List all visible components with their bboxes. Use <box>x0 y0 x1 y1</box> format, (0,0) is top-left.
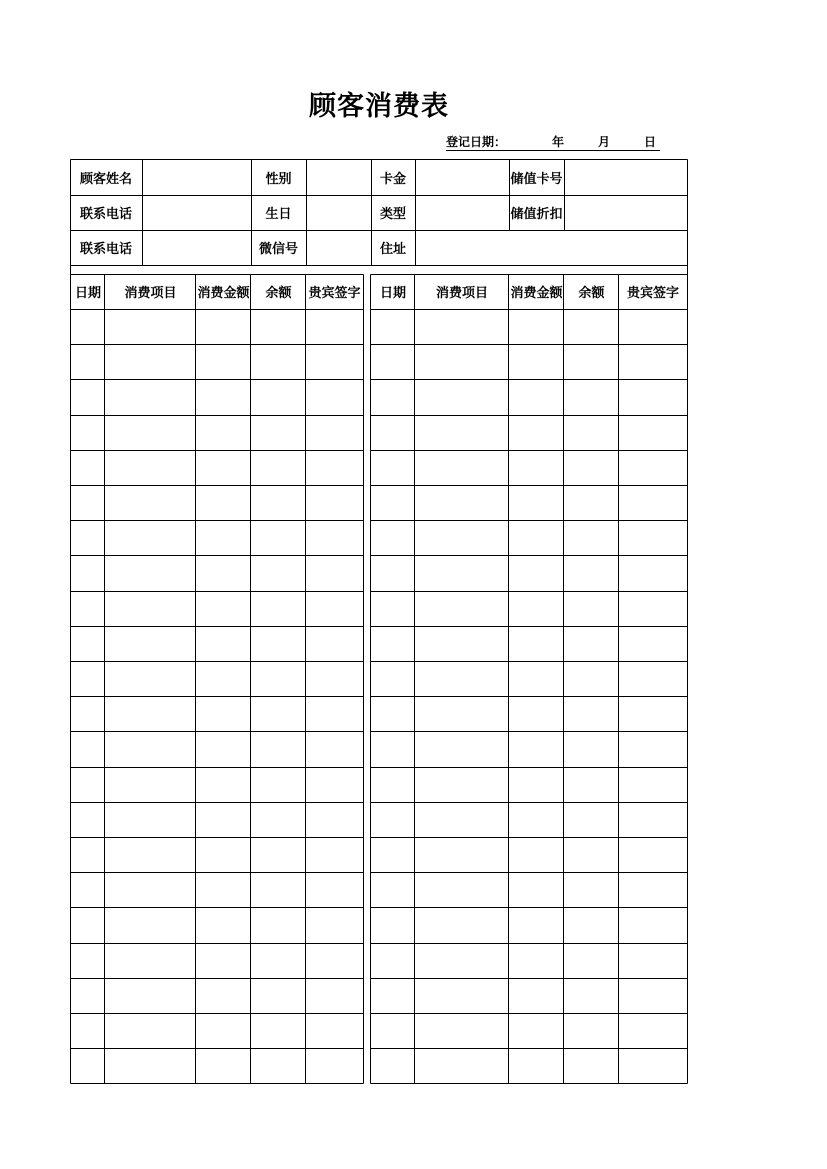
label-card-funds: 卡金 <box>379 172 406 187</box>
header-right-item: 消费项目 <box>435 285 488 301</box>
label-contact-phone-2: 联系电话 <box>80 242 133 257</box>
input-address[interactable] <box>415 230 687 265</box>
header-right-date: 日期 <box>379 285 406 301</box>
header-left-balance: 余额 <box>265 285 292 301</box>
label-stored-discount: 储值折扣 <box>510 207 563 222</box>
label-customer-name: 顾客姓名 <box>80 172 133 187</box>
label-wechat: 微信号 <box>258 242 298 257</box>
label-type: 类型 <box>379 207 406 222</box>
label-stored-card-number: 储值卡号 <box>510 172 563 187</box>
label-gender: 性别 <box>265 172 292 187</box>
label-contact-phone: 联系电话 <box>80 207 133 222</box>
label-birthday: 生日 <box>265 207 292 222</box>
label-address: 住址 <box>379 242 406 257</box>
header-right-balance: 余额 <box>578 285 605 301</box>
input-contact-phone[interactable] <box>142 195 251 230</box>
header-left-item: 消费项目 <box>124 285 177 301</box>
input-contact-phone-2[interactable] <box>142 230 251 265</box>
header-right-signature: 贵宾签字 <box>626 285 679 301</box>
input-stored-discount[interactable] <box>564 195 687 230</box>
input-card-funds[interactable] <box>415 160 509 195</box>
header-left-signature: 贵宾签字 <box>308 285 361 301</box>
input-birthday[interactable] <box>306 195 371 230</box>
register-day-label: 日 <box>644 135 657 149</box>
input-customer-name[interactable] <box>142 160 251 195</box>
input-gender[interactable] <box>306 160 371 195</box>
register-year-label: 年 <box>552 135 565 149</box>
header-right-amount: 消费金额 <box>510 285 563 301</box>
header-left-amount: 消费金额 <box>197 285 250 301</box>
input-type[interactable] <box>415 195 509 230</box>
input-wechat[interactable] <box>306 230 371 265</box>
input-stored-card-number[interactable] <box>564 160 687 195</box>
register-month-label: 月 <box>598 135 611 149</box>
page-title: 顾客消费表 <box>309 91 449 122</box>
register-date-label: 登记日期： <box>446 135 507 149</box>
header-left-date: 日期 <box>74 285 101 301</box>
